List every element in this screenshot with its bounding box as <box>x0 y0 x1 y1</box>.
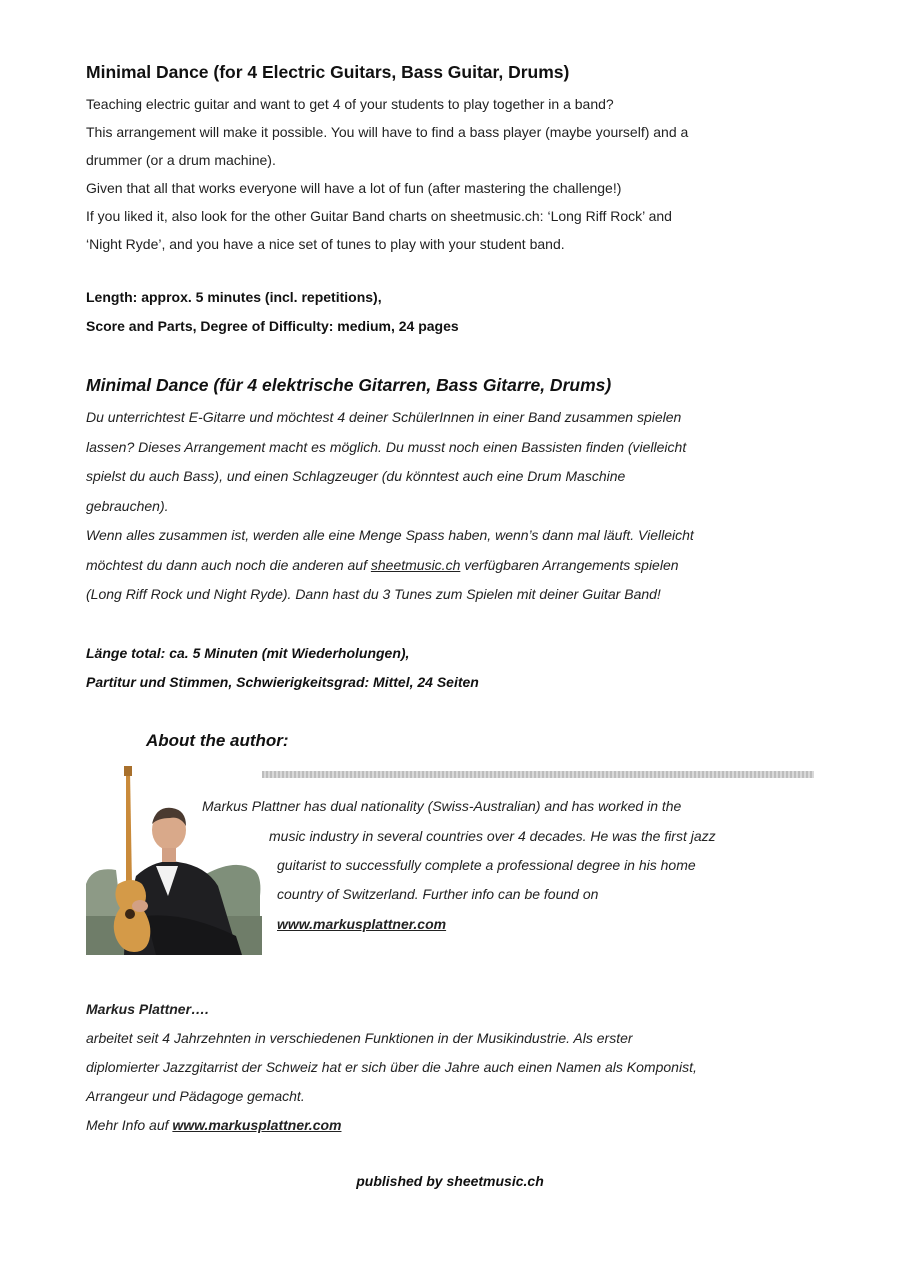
german-details <box>86 639 479 697</box>
german-website-link[interactable]: www.markusplattner.com <box>172 1117 342 1133</box>
german-score-details: Partitur und Stimmen, Schwierigkeitsgrad: Mittel, 24 Seiten <box>86 674 479 690</box>
author-bio-line: Markus Plattner has dual nationality (Swiss-Australian) and has worked in the <box>202 798 682 814</box>
german-author-bio <box>86 995 697 1140</box>
german-line-text: möchtest du dann auch noch die anderen auf <box>86 556 371 573</box>
german-info-prefix: Mehr Info auf <box>86 1117 173 1133</box>
german-line: spielst du auch Bass), und einen Schlagzeuger (du könntest auch eine Drum Maschine <box>86 468 626 484</box>
german-line: Du unterrichtest E-Gitarre und möchtest 4 deiner SchülerInnen in einer Band zusammen spielen <box>86 409 682 425</box>
author-bio-line: country of Switzerland. Further info can be found on <box>277 886 599 902</box>
german-line: (Long Riff Rock und Night Ryde). Dann hast du 3 Tunes zum Spielen mit deiner Guitar Band! <box>86 586 661 602</box>
german-bio-line: Arrangeur und Pädagoge gemacht. <box>86 1088 305 1104</box>
publisher-footer: published by sheetmusic.ch <box>356 1173 544 1189</box>
german-line: Wenn alles zusammen ist, werden alle eine Menge Spass haben, wenn’s dann mal läuft. Vielleicht <box>86 527 694 543</box>
author-photo <box>86 766 262 955</box>
german-title: Minimal Dance (für 4 elektrische Gitarren, Bass Gitarre, Drums) <box>86 375 612 395</box>
german-bio-line: arbeitet seit 4 Jahrzehnten in verschiedenen Funktionen in der Musikindustrie. Als erster <box>86 1030 633 1046</box>
german-bio-line: diplomierter Jazzgitarrist der Schweiz hat er sich über die Jahre auch einen Namen als Komponist, <box>86 1059 697 1075</box>
english-line: drummer (or a drum machine). <box>86 152 276 168</box>
german-line: gebrauchen). <box>86 497 169 514</box>
english-line: ‘Night Ryde’, and you have a nice set of tunes to play with your student band. <box>86 236 565 252</box>
english-description <box>86 90 688 258</box>
english-title: Minimal Dance (for 4 Electric Guitars, Bass Guitar, Drums) <box>86 62 570 82</box>
author-website-link[interactable]: www.markusplattner.com <box>277 916 447 932</box>
english-line: Teaching electric guitar and want to get 4 of your students to play together in a band? <box>86 96 614 112</box>
german-info-line <box>86 1111 697 1140</box>
german-line-text: verfügbaren Arrangements spielen <box>460 556 679 573</box>
german-line: lassen? Dieses Arrangement macht es möglich. Du musst noch einen Bassisten finden (vielleicht <box>86 438 687 455</box>
german-line <box>86 551 694 581</box>
author-bio-line: guitarist to successfully complete a professional degree in his home <box>277 857 696 873</box>
german-description <box>86 403 694 610</box>
german-author-name: Markus Plattner…. <box>86 1001 209 1017</box>
english-line: This arrangement will make it possible. You will have to find a bass player (maybe yourself) and a <box>86 124 689 140</box>
about-author-heading: About the author: <box>146 731 289 750</box>
german-length: Länge total: ca. 5 Minuten (mit Wiederholungen), <box>86 645 410 661</box>
english-line: If you liked it, also look for the other Guitar Band charts on sheetmusic.ch: ‘Long Riff Rock’ and <box>86 208 672 224</box>
sheetmusic-link[interactable]: sheetmusic.ch <box>370 556 461 573</box>
author-bio-line: music industry in several countries over 4 decades. He was the first jazz <box>269 828 716 844</box>
english-length: Length: approx. 5 minutes (incl. repetitions), <box>86 289 382 305</box>
english-details <box>86 283 459 341</box>
english-score-details: Score and Parts, Degree of Difficulty: medium, 24 pages <box>86 318 459 334</box>
english-line: Given that all that works everyone will have a lot of fun (after mastering the challenge!) <box>86 180 622 196</box>
